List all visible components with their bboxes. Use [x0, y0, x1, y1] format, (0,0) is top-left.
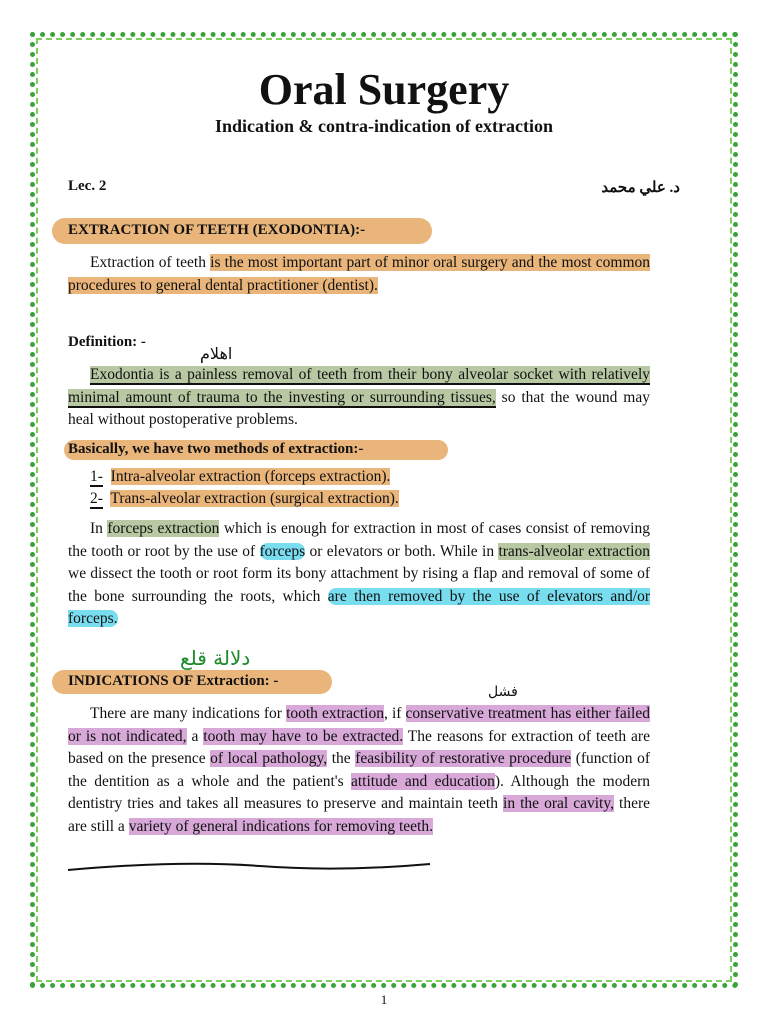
method-list-item-2 [90, 488, 650, 511]
ind-g: The reasons for extraction of teeth are based on the presence [68, 727, 650, 767]
method-list-item-1 [90, 466, 650, 489]
handwritten-note-1: اهلام [200, 344, 233, 363]
handwritten-underline [60, 858, 440, 878]
p2-removed: are then removed by the use of elevators and/or forceps. [68, 587, 651, 627]
p2-c: which is enough for extraction in most of cases consist of removing the tooth or root by the use of [68, 520, 650, 560]
intro-paragraph [68, 252, 650, 297]
definition-label: Definition: - [68, 334, 146, 350]
ind-tooth-extraction: tooth extraction [286, 705, 384, 722]
p2-forceps: forceps [259, 542, 306, 560]
p2-a: In [90, 520, 108, 537]
lecture-number: Lec. 2 [68, 178, 107, 194]
ind-e: a [186, 727, 204, 745]
author-name: د. علي محمد [601, 180, 680, 196]
method1-text: Intra-alveolar extraction (forceps extraction). [110, 468, 391, 485]
ind-i: the [327, 750, 356, 767]
ind-m: ). Although the modern dentistry tries and takes all measures to preserve and maintain teeth [68, 772, 650, 812]
page-number: 1 [380, 992, 388, 1007]
methods-heading: Basically, we have two methods of extraction:- [68, 441, 364, 457]
page-subtitle: Indication & contra-indication of extraction [215, 116, 553, 136]
ind-a: There are many indications for [90, 705, 287, 722]
method1-number: 1- [90, 468, 103, 485]
handwritten-note-3: فشل [488, 684, 518, 700]
page-title: Oral Surgery [258, 65, 510, 114]
ind-oral-cavity: in the oral cavity, [503, 795, 614, 812]
ind-k: (function of the dentition as a whole and the patient's [68, 750, 650, 790]
ind-o: there are still a [68, 795, 650, 835]
definition-paragraph [68, 364, 650, 432]
ind-feasibility: feasibility of restorative procedure [355, 750, 572, 767]
ind-conservative: conservative treatment has either failed or is not indicated, [68, 705, 650, 745]
intro-text-highlight: is the most important part of minor oral surgery and the most common procedures to general dental practitioner (dentist). [68, 254, 651, 294]
ind-attitude: attitude and education [351, 772, 495, 790]
method2-number: 2- [90, 490, 103, 507]
ind-variety: variety of general indications for removing teeth. [128, 817, 433, 835]
p2-g: we dissect the tooth or root form its bony attachment by rising a flap and removal of some of the bone surrounding the roots, which [68, 565, 650, 605]
ind-local-pathology: of local pathology, [210, 750, 328, 767]
ind-may-be-extracted: tooth may have to be extracted. [203, 727, 404, 745]
section-heading-extraction: EXTRACTION OF TEETH (EXODONTIA):- [68, 222, 366, 238]
handwritten-note-2: دلالة قلع [180, 646, 251, 670]
methods-paragraph [68, 518, 650, 631]
definition-text-b: so that the wound may heal without postoperative problems. [68, 388, 650, 428]
p2-e: or elevators or both. While in [305, 542, 499, 560]
indications-paragraph [68, 703, 650, 838]
p2-trans-alveolar: trans-alveolar extraction [498, 542, 650, 560]
section-heading-indications: INDICATIONS OF Extraction: - [68, 673, 279, 689]
intro-text-a: Extraction of teeth [90, 254, 211, 271]
ind-c: , if [384, 705, 406, 722]
p2-forceps-extraction: forceps extraction [107, 520, 220, 537]
method2-text: Trans-alveolar extraction (surgical extraction). [110, 490, 399, 507]
definition-highlight: Exodontia is a painless removal of teeth from their bony alveolar socket with relatively minimal amount of trauma to the investing or surrounding tissues, [68, 366, 650, 406]
